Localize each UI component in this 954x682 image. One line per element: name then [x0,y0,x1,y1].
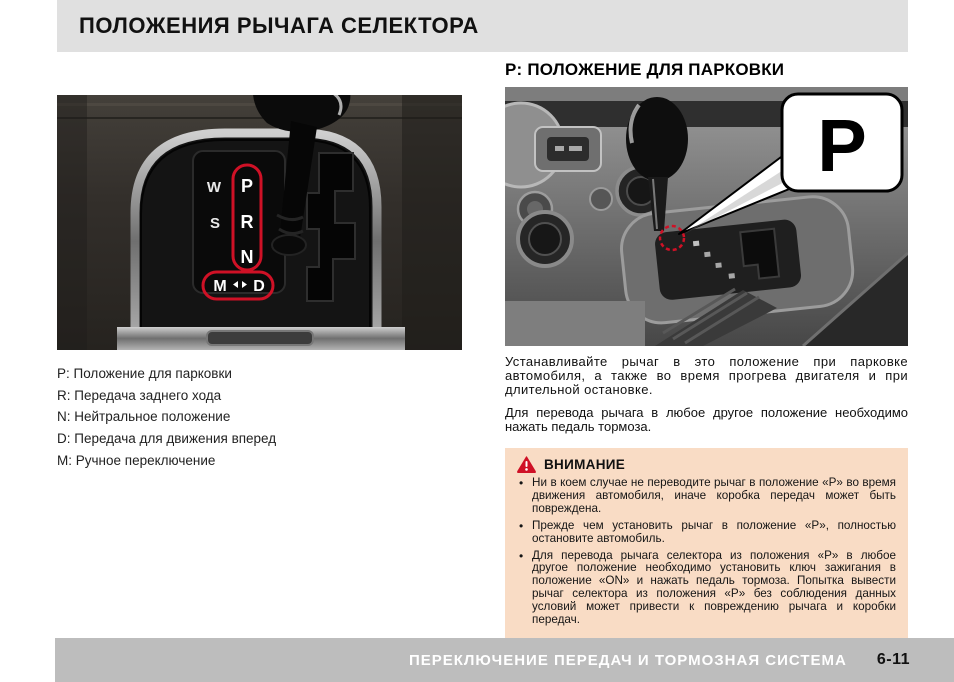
warning-header [517,456,896,473]
lever-boot [272,235,306,255]
right-column [505,60,908,640]
warning-item: • Ни в коем случае не переводите рычаг в положение «P» во время движения автомобиля, иначе коробка передач может быть повреждена. [517,477,896,516]
warning-title: ВНИМАНИЕ [544,457,626,473]
warning-box [505,448,908,640]
gate-label-w: W [206,179,222,196]
legend-item-r: R: Передача заднего хода [57,387,222,403]
gate-label-m: M [213,278,227,295]
gate-label-n: N [240,247,254,267]
legend-item-p: P: Положение для парковки [57,366,232,381]
warning-item: • Прежде чем установить рычаг в положение «P», полностью остановите автомобиль. [517,520,896,546]
left-column [57,95,462,472]
legend-item-d: D: Передача для движения вперед [57,431,277,447]
page-title: ПОЛОЖЕНИЯ РЫЧАГА СЕЛЕКТОРА [79,13,479,38]
warning-list [517,477,896,627]
page-footer [55,638,954,682]
legend-item-m: M: Ручное переключение [57,452,216,468]
paragraph-parking: Устанавливайте рычаг в это положение при парковке автомобиля, а также во время прогрева двигателя и при длительной остановке. [505,354,908,398]
console-parking-photo [505,87,908,346]
page-header [57,0,908,52]
gate-label-r: R [240,212,254,232]
floor-area [505,301,645,346]
selector-gate-photo [57,95,462,350]
position-legend [57,363,462,472]
page-number: 6-11 [876,651,910,668]
warning-triangle-icon [517,456,536,473]
legend-item-n: N: Нейтральное положение [57,409,231,425]
gate-label-d: D [253,278,265,295]
paragraph-brake: Для перевода рычага в любое другое положение необходимо нажать педаль тормоза. [505,404,908,434]
footer-section-title: ПЕРЕКЛЮЧЕНИЕ ПЕРЕДАЧ И ТОРМОЗНАЯ СИСТЕМА [408,651,847,669]
gate-label-s: S [209,215,221,232]
section-heading: P: ПОЛОЖЕНИЕ ДЛЯ ПАРКОВКИ [505,60,785,79]
gate-label-p: P [240,176,254,196]
callout-label: P [817,104,867,187]
warning-item: • Для перевода рычага селектора из положения «P» в любое другое положение необходимо установить ключ зажигания в положение «ON» и нажать педаль тормоза. Попытка вывести рычаг селектора из положения «P» без соблюдения данных условий может привести к повреждению рычага и коробки передач. [517,550,896,627]
